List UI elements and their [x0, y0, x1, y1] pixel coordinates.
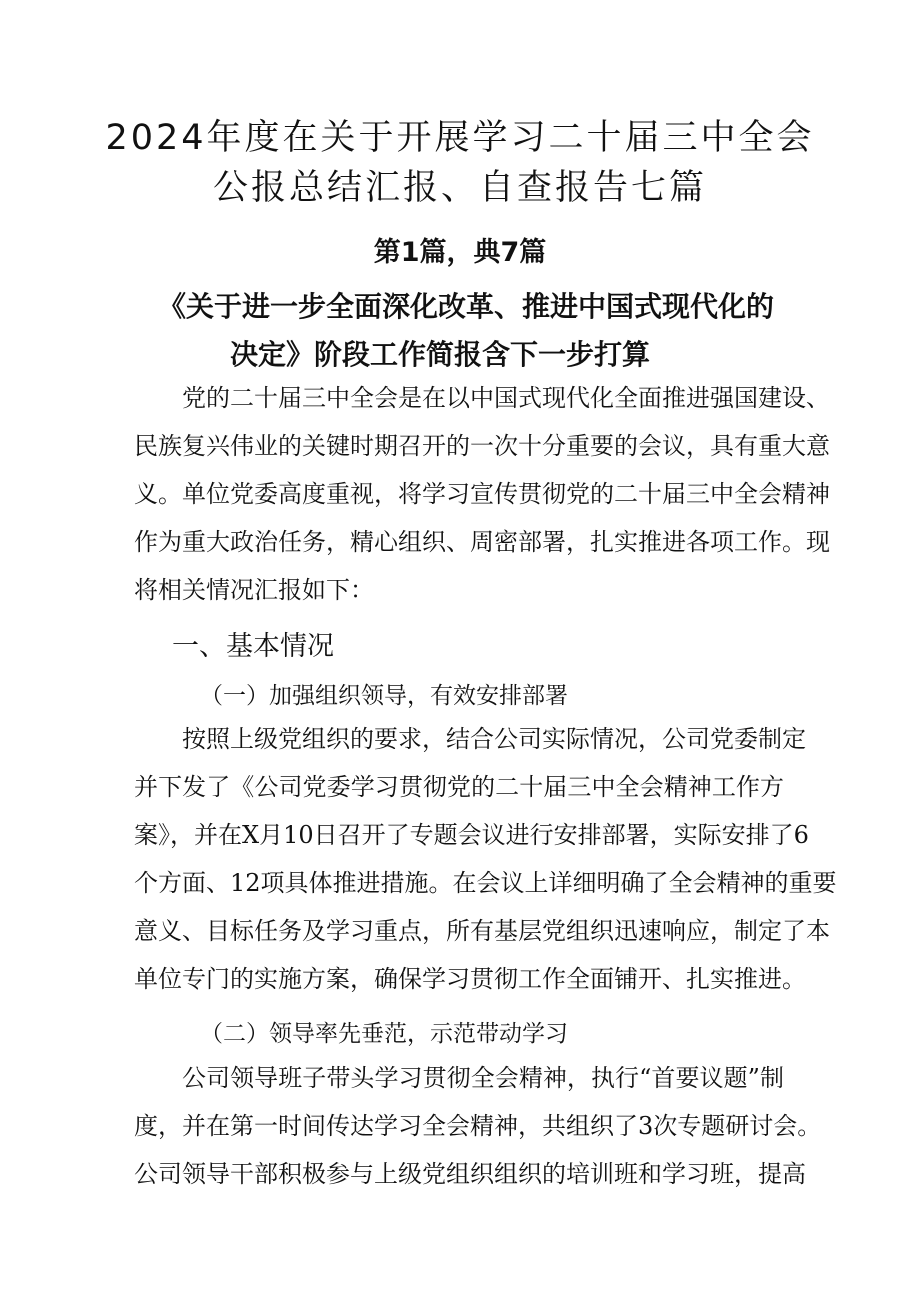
intro-paragraph-line: 作为重大政治任务，精心组织、周密部署，扎实推进各项工作。现 — [134, 528, 830, 556]
subsection-1-paragraph-line: 个方面、12项具体推进措施。在会议上详细明确了全会精神的重要 — [134, 869, 837, 897]
document-title-line-1: 2024年度在关于开展学习二十届三中全会 — [105, 118, 815, 158]
subsection-2-paragraph-line: 公司领导班子带头学习贯彻全会精神，执行“首要议题”制 — [182, 1064, 784, 1092]
subsection-2-paragraph-line: 公司领导干部积极参与上级党组织组织的培训班和学习班，提高 — [134, 1160, 806, 1188]
document-title-line-2: 公报总结汇报、自查报告七篇 — [212, 168, 707, 208]
section-heading-basic-situation: 一、基本情况 — [172, 631, 334, 662]
document-subtitle: 第1篇，典7篇 — [373, 237, 547, 268]
intro-paragraph-line: 党的二十届三中全会是在以中国式现代化全面推进强国建设、 — [182, 384, 830, 412]
subsection-2-paragraph-line: 度，并在第一时间传达学习全会精神，共组织了3次专题研讨会。 — [134, 1112, 822, 1140]
subsection-heading-2: （二）领导率先垂范，示范带动学习 — [200, 1021, 568, 1047]
intro-paragraph-line: 将相关情况汇报如下： — [134, 576, 374, 604]
article-title-line-1: 《关于进一步全面深化改革、推进中国式现代化的 — [158, 290, 775, 323]
subsection-1-paragraph-line: 按照上级党组织的要求，结合公司实际情况，公司党委制定 — [182, 725, 806, 753]
subsection-1-paragraph-line: 案》，并在X月10日召开了专题会议进行安排部署，实际安排了6 — [134, 821, 809, 849]
subsection-1-paragraph-line: 单位专门的实施方案，确保学习贯彻工作全面铺开、扎实推进。 — [134, 965, 806, 993]
article-title-line-2: 决定》阶段工作简报含下一步打算 — [230, 338, 651, 371]
subsection-1-paragraph-line: 并下发了《公司党委学习贯彻党的二十届三中全会精神工作方 — [134, 773, 784, 801]
intro-paragraph-line: 义。单位党委高度重视，将学习宣传贯彻党的二十届三中全会精神 — [134, 480, 830, 508]
intro-paragraph-line: 民族复兴伟业的关键时期召开的一次十分重要的会议，具有重大意 — [134, 432, 830, 460]
subsection-heading-1: （一）加强组织领导，有效安排部署 — [200, 683, 568, 709]
subsection-1-paragraph-line: 意义、目标任务及学习重点，所有基层党组织迅速响应，制定了本 — [134, 917, 830, 945]
